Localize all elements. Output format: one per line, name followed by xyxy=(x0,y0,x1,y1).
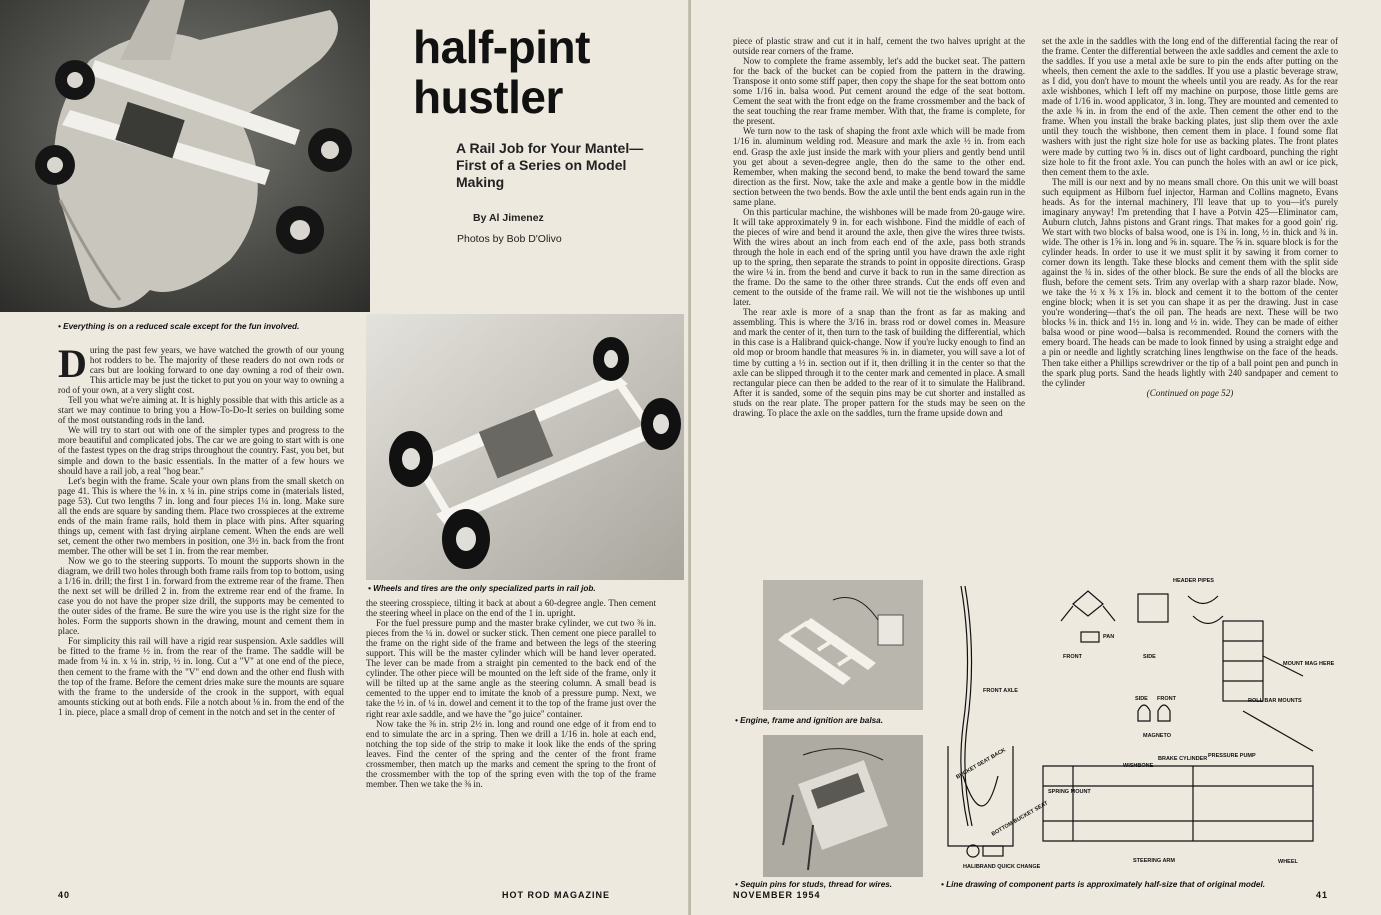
issue-date: NOVEMBER 1954 xyxy=(733,890,821,900)
label-mount-mag-here: MOUNT MAG HERE xyxy=(1283,661,1335,667)
left-page-number: 40 xyxy=(58,890,71,900)
diagram-caption: • Line drawing of component parts is approximately half-size that of original model. xyxy=(941,880,1266,889)
paragraph: Now take the ⅜ in. strip 2½ in. long and round one edge of it from end to end to simulate the arc in a spring. Then we drill a 1/16 in. hole at each end, notching the top side of the strip to make it look like the ends of the spring leaves. Find the center of the spring and the center of the front frame crossmember, then match up the marks and cement the spring to the front of the crossmember with the top of the spring even with the top of the frame member. Then we take the ⅜ in. xyxy=(366,718,656,789)
right-page-column-1 xyxy=(733,36,1025,574)
label-halibrand: HALIBRAND QUICK CHANGE xyxy=(963,864,1041,870)
paragraph: uring the past few years, we have watched the growth of our young hot rodders to be. The majority of these readers do not own rods or cars but are looking forward to one day owning a rod of their own. This article may be just the ticket to put you on your way to owning a rod of your own, at a very slight cost. xyxy=(58,345,344,396)
magazine-name: HOT ROD MAGAZINE xyxy=(502,890,610,900)
label-magneto: MAGNETO xyxy=(1143,733,1172,739)
label-side: SIDE xyxy=(1143,654,1156,660)
label-brake-cylinder: BRAKE CYLINDER xyxy=(1158,756,1208,762)
label-front-2: FRONT xyxy=(1157,696,1176,702)
left-page xyxy=(0,0,690,915)
label-roll-bar-mounts: ROLL BAR MOUNTS xyxy=(1248,698,1302,704)
right-page-column-2 xyxy=(1042,36,1338,598)
paragraph: the steering crosspiece, tilting it back at about a 60-degree angle. Then cement the steering wheel in place on the end of the 1 in. upright. xyxy=(366,598,656,619)
paragraph: We will try to start out with one of the simpler types and progress to the more beautiful and complicated jobs. The car we are going to start with is one of the fastest types on the drag strips throughout the country. Fast, you bet, but simple and down to the basic essentials. In the matter of a few hours we should have a rail job, a real "hog bear." xyxy=(58,425,344,476)
paragraph: Let's begin with the frame. Scale your own plans from the small sketch on page 41. This is where the ⅛ in. x ¼ in. pine strips come in (materials listed, page 53). Cut two lengths 7 in. long and four pieces 1¼ in. long. Make sure all the ends are square by sanding them. Place two crosspieces at the extreme ends of the main frame rails, hold them in place with pins. After squaring things up, cement with fast drying airplane cement. When the ends are well set, cement the other two members in position, one 3½ in. back from the front member. The other will be set 1 in. from the rear member. xyxy=(58,475,344,556)
label-pan: PAN xyxy=(1103,634,1115,640)
engine-photo-caption: • Sequin pins for studs, thread for wires. xyxy=(735,880,893,889)
frame-photo xyxy=(763,580,923,710)
title-line-1: half-pint xyxy=(413,21,590,73)
label-wishbone: WISHBONE xyxy=(1123,763,1154,769)
label-pressure-pump: PRESSURE PUMP xyxy=(1208,753,1256,759)
paragraph: For simplicity this rail will have a rigid rear suspension. Axle saddles will be fitted to the frame ½ in. from the rear of the frame. The saddle will be made from ¼ in. x ¼ in. strip, ½ in. long. Cut a "V" at one end of the piece, then cement to the frame with the "V" end down and the other end flush with the top of the frame. Before the cement dries make sure the mounts are square with the frame to the underside of the crook in the support, with equal amounts sticking out at both ends. File a notch about ⅛ in. from the end of the 1 in. piece, place a small drop of cement in the notch and set in the center of xyxy=(58,636,344,717)
paragraph: For the fuel pressure pump and the master brake cylinder, we cut two ⅜ in. pieces from the ¼ in. dowel or sucker stick. Then cement one piece parallel to the frame on the right side of the frame and between the legs of the steering support. This will be the master cylinder which will be hand lever operated. The lever can be made from a straight pin cemented to the back end of the cylinder. The other piece will be mounted on the left side of the frame, only it will be tilted up at the same angle as the steering column. A small bead is cemented to the upper end to imitate the knob of a pressure pump. Next, we take the ½ in. of ¼ in. dowel and cement it to the top of the frame just over the right rear axle saddle, and we have the "go juice" container. xyxy=(366,618,656,719)
label-wheel: WHEEL xyxy=(1278,859,1298,865)
label-steering-arm: STEERING ARM xyxy=(1133,858,1175,864)
right-page xyxy=(691,0,1381,915)
left-page-column-1 xyxy=(58,345,344,883)
paragraph: The rear axle is more of a snap than the front as far as making and assembling. This is where the 3/16 in. brass rod or dowel comes in. Measure and mark the center of it, then turn to the task of building the differential, which in this case is a Halibrand quick-change. Now if you're lucky enough to find an old mop or broom handle that measures ⅝ in. in diameter, you will save a lot of time by cutting a ½ in. section out if it, then drilling it in the center so that the axle can be slipped through it to the center mark and cemented in place. A small rectangular piece can then be added to the rear of it to simulate the Halibrand. After it is sanded, some of the sequin pins may be cut shorter and installed as studs on the rear plate. The proper pattern for the studs may be seen on the drawing. To place the axle on the saddles, turn the frame upside down and xyxy=(733,307,1025,418)
frame-photo-caption: • Engine, frame and ignition are balsa. xyxy=(735,716,883,725)
engine-photo xyxy=(763,735,923,877)
label-front-axle: FRONT AXLE xyxy=(983,688,1018,694)
article-subtitle: A Rail Job for Your Mantel—First of a Series on Model Making xyxy=(456,140,644,190)
paragraph: On this particular machine, the wishbones will be made from 20-gauge wire. It will take approximately 9 in. for each wishbone. Find the middle of each of the pieces of wire and bend it around the axle, then give the wires three twists. With the wires about an inch from each end of the axle, pass both strands through the hole in each end of the spring until you have drawn the axle right up to the spring, then separate the strands to point in opposite directions. Grasp the wire ¼ in. from the bend and curve it back to run in the same direction as the frame. Do the same to the other three strands. Cut the ends off even and cement to the outside of the frame rail. We will not tie the wishbones up until later. xyxy=(733,206,1025,308)
chassis-photo xyxy=(366,314,684,580)
component-line-drawing xyxy=(943,576,1343,876)
paragraph: Now we go to the steering supports. To mount the supports shown in the diagram, we drill two holes through both frame rails from top to bottom, using a 1/16 in. drill; the first 1 in. forward from the extreme rear of the frame. Then the next set will be drilled 2 in. from the extreme rear end of the frame. In case you do not have the proper size drill, the supports may be cemented to the outer sides of the frame. Be sure the wire you use is the right size for the holes. Form the supports shown in the drawing, mount and cement them in place. xyxy=(58,555,344,637)
paragraph: Tell you what we're aiming at. It is highly possible that with this article as a start we may continue to bring you a How-To-Do-It series on building some of the most outstanding rods in the land. xyxy=(58,395,344,426)
right-page-number: 41 xyxy=(1316,890,1329,900)
label-spring-mount: SPRING MOUNT xyxy=(1048,789,1091,795)
title-line-2: hustler xyxy=(413,71,563,123)
chassis-photo-caption: • Wheels and tires are the only specialized parts in rail job. xyxy=(368,584,596,593)
label-bottom-bucket-seat: BOTTOM BUCKET SEAT xyxy=(990,800,1050,838)
hand-photo-caption: • Everything is on a reduced scale except for the fun involved. xyxy=(58,322,300,331)
paragraph: We turn now to the task of shaping the front axle which will be made from 1/16 in. aluminum welding rod. Measure and mark the axle ½ in. from each end. Grasp the axle just inside the mark with your pliers and gently bend until you get about a seven-degree angle, then do the same to the other end. Remember, when making the second bend, to make the bend toward the same direction as the first. Now, take the axle and make a gentle bow in the middle section between the two bends. Bow the axle until the bent ends again run in the same plane. xyxy=(733,126,1025,207)
paragraph: piece of plastic straw and cut it in half, cement the two halves upright at the outside rear corners of the frame. xyxy=(733,36,1025,57)
label-bucket-seat-back: BUCKET SEAT BACK xyxy=(955,747,1007,781)
label-side-2: SIDE xyxy=(1135,696,1148,702)
label-header-pipes: HEADER PIPES xyxy=(1173,578,1214,584)
byline: By Al Jimenez xyxy=(473,212,544,224)
paragraph: Now to complete the frame assembly, let's add the bucket seat. The pattern for the back of the bucket can be copied from the pattern in the drawing. Transpose it onto some stiff paper, then copy the shape for the seat bottom onto some 1/16 in. balsa wood. Put cement around the edge of the seat bottom. Cement the seat with the front edge on the frame crossmember and the back of the seat touching the rear frame member. With that, the frame is complete, for the present. xyxy=(733,56,1025,127)
photo-credit: Photos by Bob D'Olivo xyxy=(457,233,562,245)
left-page-column-2 xyxy=(366,598,656,883)
paragraph: The mill is our next and by no means small chore. On this unit we will boast such equipment as Hilborn fuel injector, Harman and Collins magneto, Evans heads. As for the internal machinery, I'll leave that up to you—it's purely imaginary anyway! I'm pretending that I have a Potvin 425—Eliminator cam, Auburn clutch, Jahns pistons and Grant rings. That makes for a good goin' rig. We start with two blocks of balsa wood, one is 1¾ in. long, ½ in. thick and ¾ in. wide. The other is 1⅝ in. long and ⅝ in. square. The ⅝ in. square block is for the cylinder heads. In order to use it we must split it by sawing it from corner to corner down its length. Take these blocks and cement them with the split side against the ¾ in. sides of the other block. Be sure the ends of all the blocks are flush, before the cement sets. Trim any overlap with a sharp razor blade. Now, we take the ½ x ⅜ x 1⅝ in. block and cement it to the bottom of the center engine block; when it is set you can shape it as per the drawing. Just in case you're wondering—that's the oil pan. The heads are next. These will be two blocks ⅛ in. thick and 1½ in. long and ½ in. wide. They can be made of either balsa wood or pine wood—balsa is recommended. Round the corners with the emery board. The heads can be made to look finned by using a straight edge and a pin or needle and lightly scratching lines lengthwise on the face of the heads. Then take either a Phillips screwdriver or the tip of a ball point pen and punch in the spark plug ports. Sand the heads lightly with 240 sandpaper and cement to the cylinder xyxy=(1042,176,1338,388)
article-title xyxy=(413,22,683,122)
paragraph: set the axle in the saddles with the long end of the differential facing the rear of the frame. Center the differential between the axle saddles and cement the axle to the saddles. If you use a metal axle be sure to pin the ends after putting on the wheels, then cement the axle to the saddles. If you use a plastic beverage straw, as I did, you don't have to mount the wheels until you are ready. As for the rear axle wishbones, which I left off my machine on purpose, those little gems are made of 1/16 in. wood applicator, 3 in. long. They are mounted and cemented to the axle ⅜ in. in from the end of the axle. Then cement the other end to the frame. When you install the brake backing plates, just slip them over the axle until they touch the wishbone, then cement them in place. I found some flat washers with just the right size hole for use as backing plates. The front plates were made by cutting two ⅝ in. discs out of light cardboard, punching the right size hole to fit the front axle. You can punch the holes with an awl or ice pick, then cement them to the axle. xyxy=(1042,36,1338,177)
drop-cap: D xyxy=(58,345,87,386)
label-front: FRONT xyxy=(1063,654,1082,660)
continued-note: (Continued on page 52) xyxy=(1146,387,1234,398)
hand-holding-model-photo xyxy=(0,0,370,312)
